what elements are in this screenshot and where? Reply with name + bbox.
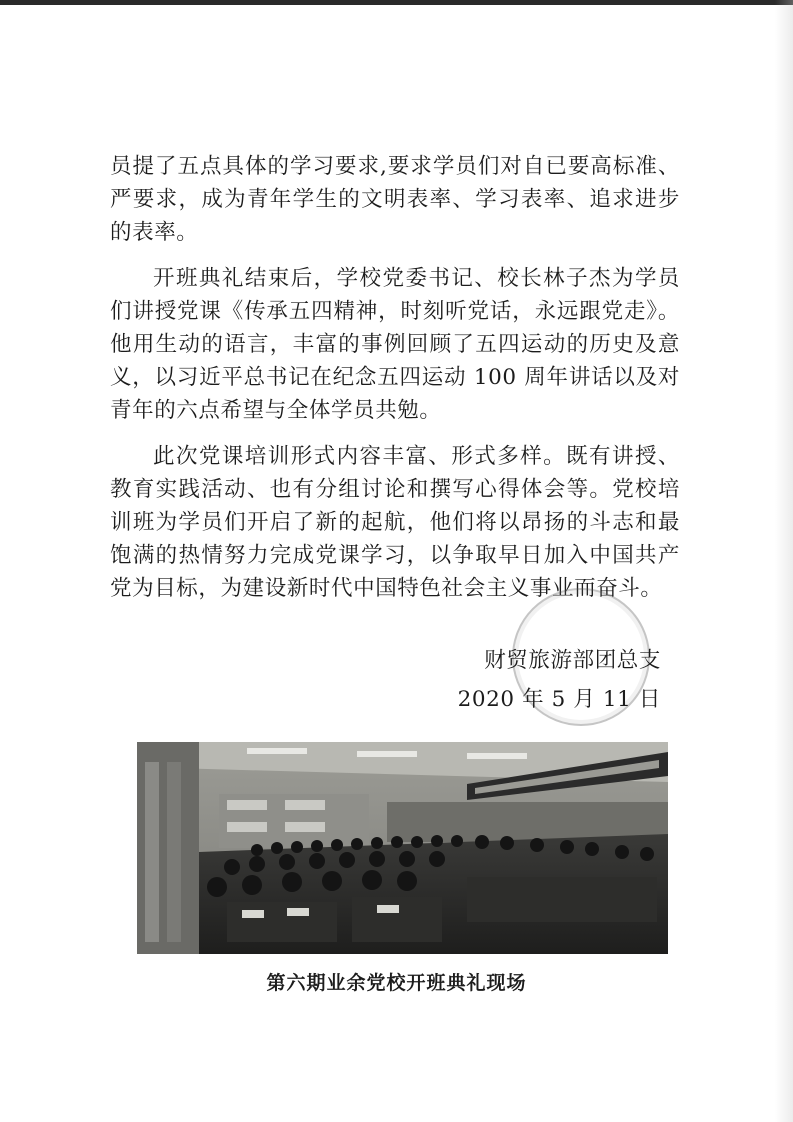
document-body <box>110 150 680 605</box>
photo-caption: 第六期业余党校开班典礼现场 <box>266 972 527 994</box>
signature-date: 2020 年 5 月 11 日 <box>457 687 661 712</box>
paragraph-1: 员提了五点具体的学习要求,要求学员们对自已要高标准、严要求，成为青年学生的文明表率、学习表率、追求进步的表率。 <box>110 154 680 245</box>
paragraph-3: 此次党课培训形式内容丰富、形式多样。既有讲授、教育实践活动、也有分组讨论和撰写心得体会等。党校培训班为学员们开启了新的起航，他们将以昂扬的斗志和最饱满的热情努力完成党课学习，以争取早日加入中国共产党为目标，为建设新时代中国特色社会主义事业而奋斗。 <box>110 444 680 601</box>
signature-org: 财贸旅游部团总支 <box>484 648 661 673</box>
event-photo-image <box>137 742 668 954</box>
scan-top-edge <box>0 0 793 5</box>
signature-block <box>458 641 661 719</box>
event-photo <box>137 742 668 954</box>
scan-shadow <box>775 0 793 1122</box>
paragraph-2: 开班典礼结束后，学校党委书记、校长林子杰为学员们讲授党课《传承五四精神，时刻听党话，永远跟党走》。他用生动的语言，丰富的事例回顾了五四运动的历史及意义，以习近平总书记在纪念五四运动 100 周年讲话以及对青年的六点希望与全体学员共勉。 <box>110 266 680 423</box>
